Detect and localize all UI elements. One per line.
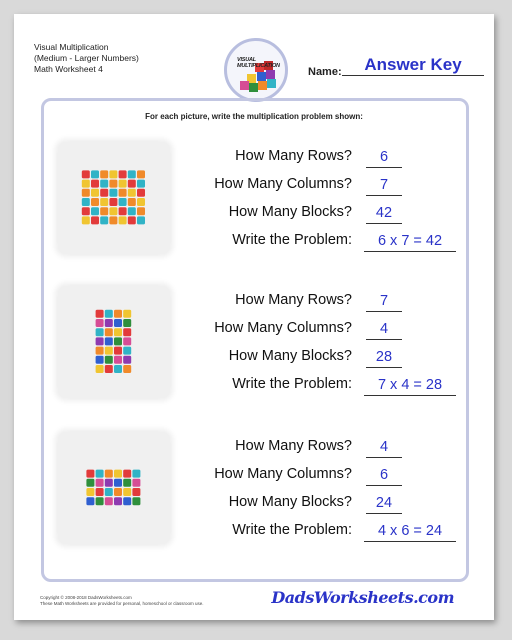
rows-label: How Many Rows? [235, 438, 352, 454]
question-rows-3 [14, 438, 494, 458]
columns-label: How Many Columns? [214, 320, 352, 336]
question-problem-2 [14, 376, 494, 396]
worksheet-title [34, 42, 139, 75]
problem-label: Write the Problem: [232, 232, 352, 248]
question-blocks-1 [14, 204, 494, 224]
question-columns-1 [14, 176, 494, 196]
instructions: For each picture, write the multiplication problem shown: [145, 112, 363, 121]
question-rows-2 [14, 292, 494, 312]
columns-answer[interactable]: 6 [366, 467, 402, 486]
footer-copyright [40, 595, 204, 607]
columns-answer[interactable]: 4 [366, 321, 402, 340]
worksheet-page [14, 14, 494, 620]
columns-label: How Many Columns? [214, 176, 352, 192]
columns-label: How Many Columns? [214, 466, 352, 482]
question-blocks-2 [14, 348, 494, 368]
columns-answer[interactable]: 7 [366, 177, 402, 196]
title-line-1: Visual Multiplication [34, 42, 109, 52]
rows-answer[interactable]: 6 [366, 149, 402, 168]
logo-text: VISUAL MULTIPLICATION [237, 57, 280, 69]
rows-answer[interactable]: 7 [366, 293, 402, 312]
blocks-label: How Many Blocks? [228, 494, 352, 510]
usage-note: These Math Worksheets are provided for personal, homeschool or classroom use. [40, 601, 204, 606]
title-line-2: (Medium - Larger Numbers) [34, 53, 139, 63]
problem-label: Write the Problem: [232, 376, 352, 392]
question-columns-2 [14, 320, 494, 340]
blocks-answer[interactable]: 24 [366, 495, 402, 514]
question-problem-1 [14, 232, 494, 252]
blocks-answer[interactable]: 28 [366, 349, 402, 368]
rows-label: How Many Rows? [235, 148, 352, 164]
blocks-logo-icon [227, 41, 285, 99]
title-line-3: Math Worksheet 4 [34, 64, 103, 74]
problem-answer[interactable]: 7 x 4 = 28 [364, 377, 456, 396]
blocks-label: How Many Blocks? [228, 348, 352, 364]
question-problem-3 [14, 522, 494, 542]
problem-answer[interactable]: 6 x 7 = 42 [364, 233, 456, 252]
name-label: Name: [308, 66, 342, 78]
question-blocks-3 [14, 494, 494, 514]
copyright-text: Copyright © 2008-2018 DadsWorksheets.com [40, 595, 132, 600]
worksheet-logo [224, 38, 288, 102]
question-rows-1 [14, 148, 494, 168]
rows-answer[interactable]: 4 [366, 439, 402, 458]
problem-label: Write the Problem: [232, 522, 352, 538]
problem-answer[interactable]: 4 x 6 = 24 [364, 523, 456, 542]
footer-brand-logo[interactable]: DadsWorksheets.com [271, 588, 454, 607]
answer-key-text: Answer Key [364, 55, 462, 74]
question-columns-3 [14, 466, 494, 486]
name-field[interactable] [342, 55, 484, 76]
blocks-answer[interactable]: 42 [366, 205, 402, 224]
rows-label: How Many Rows? [235, 292, 352, 308]
blocks-label: How Many Blocks? [228, 204, 352, 220]
